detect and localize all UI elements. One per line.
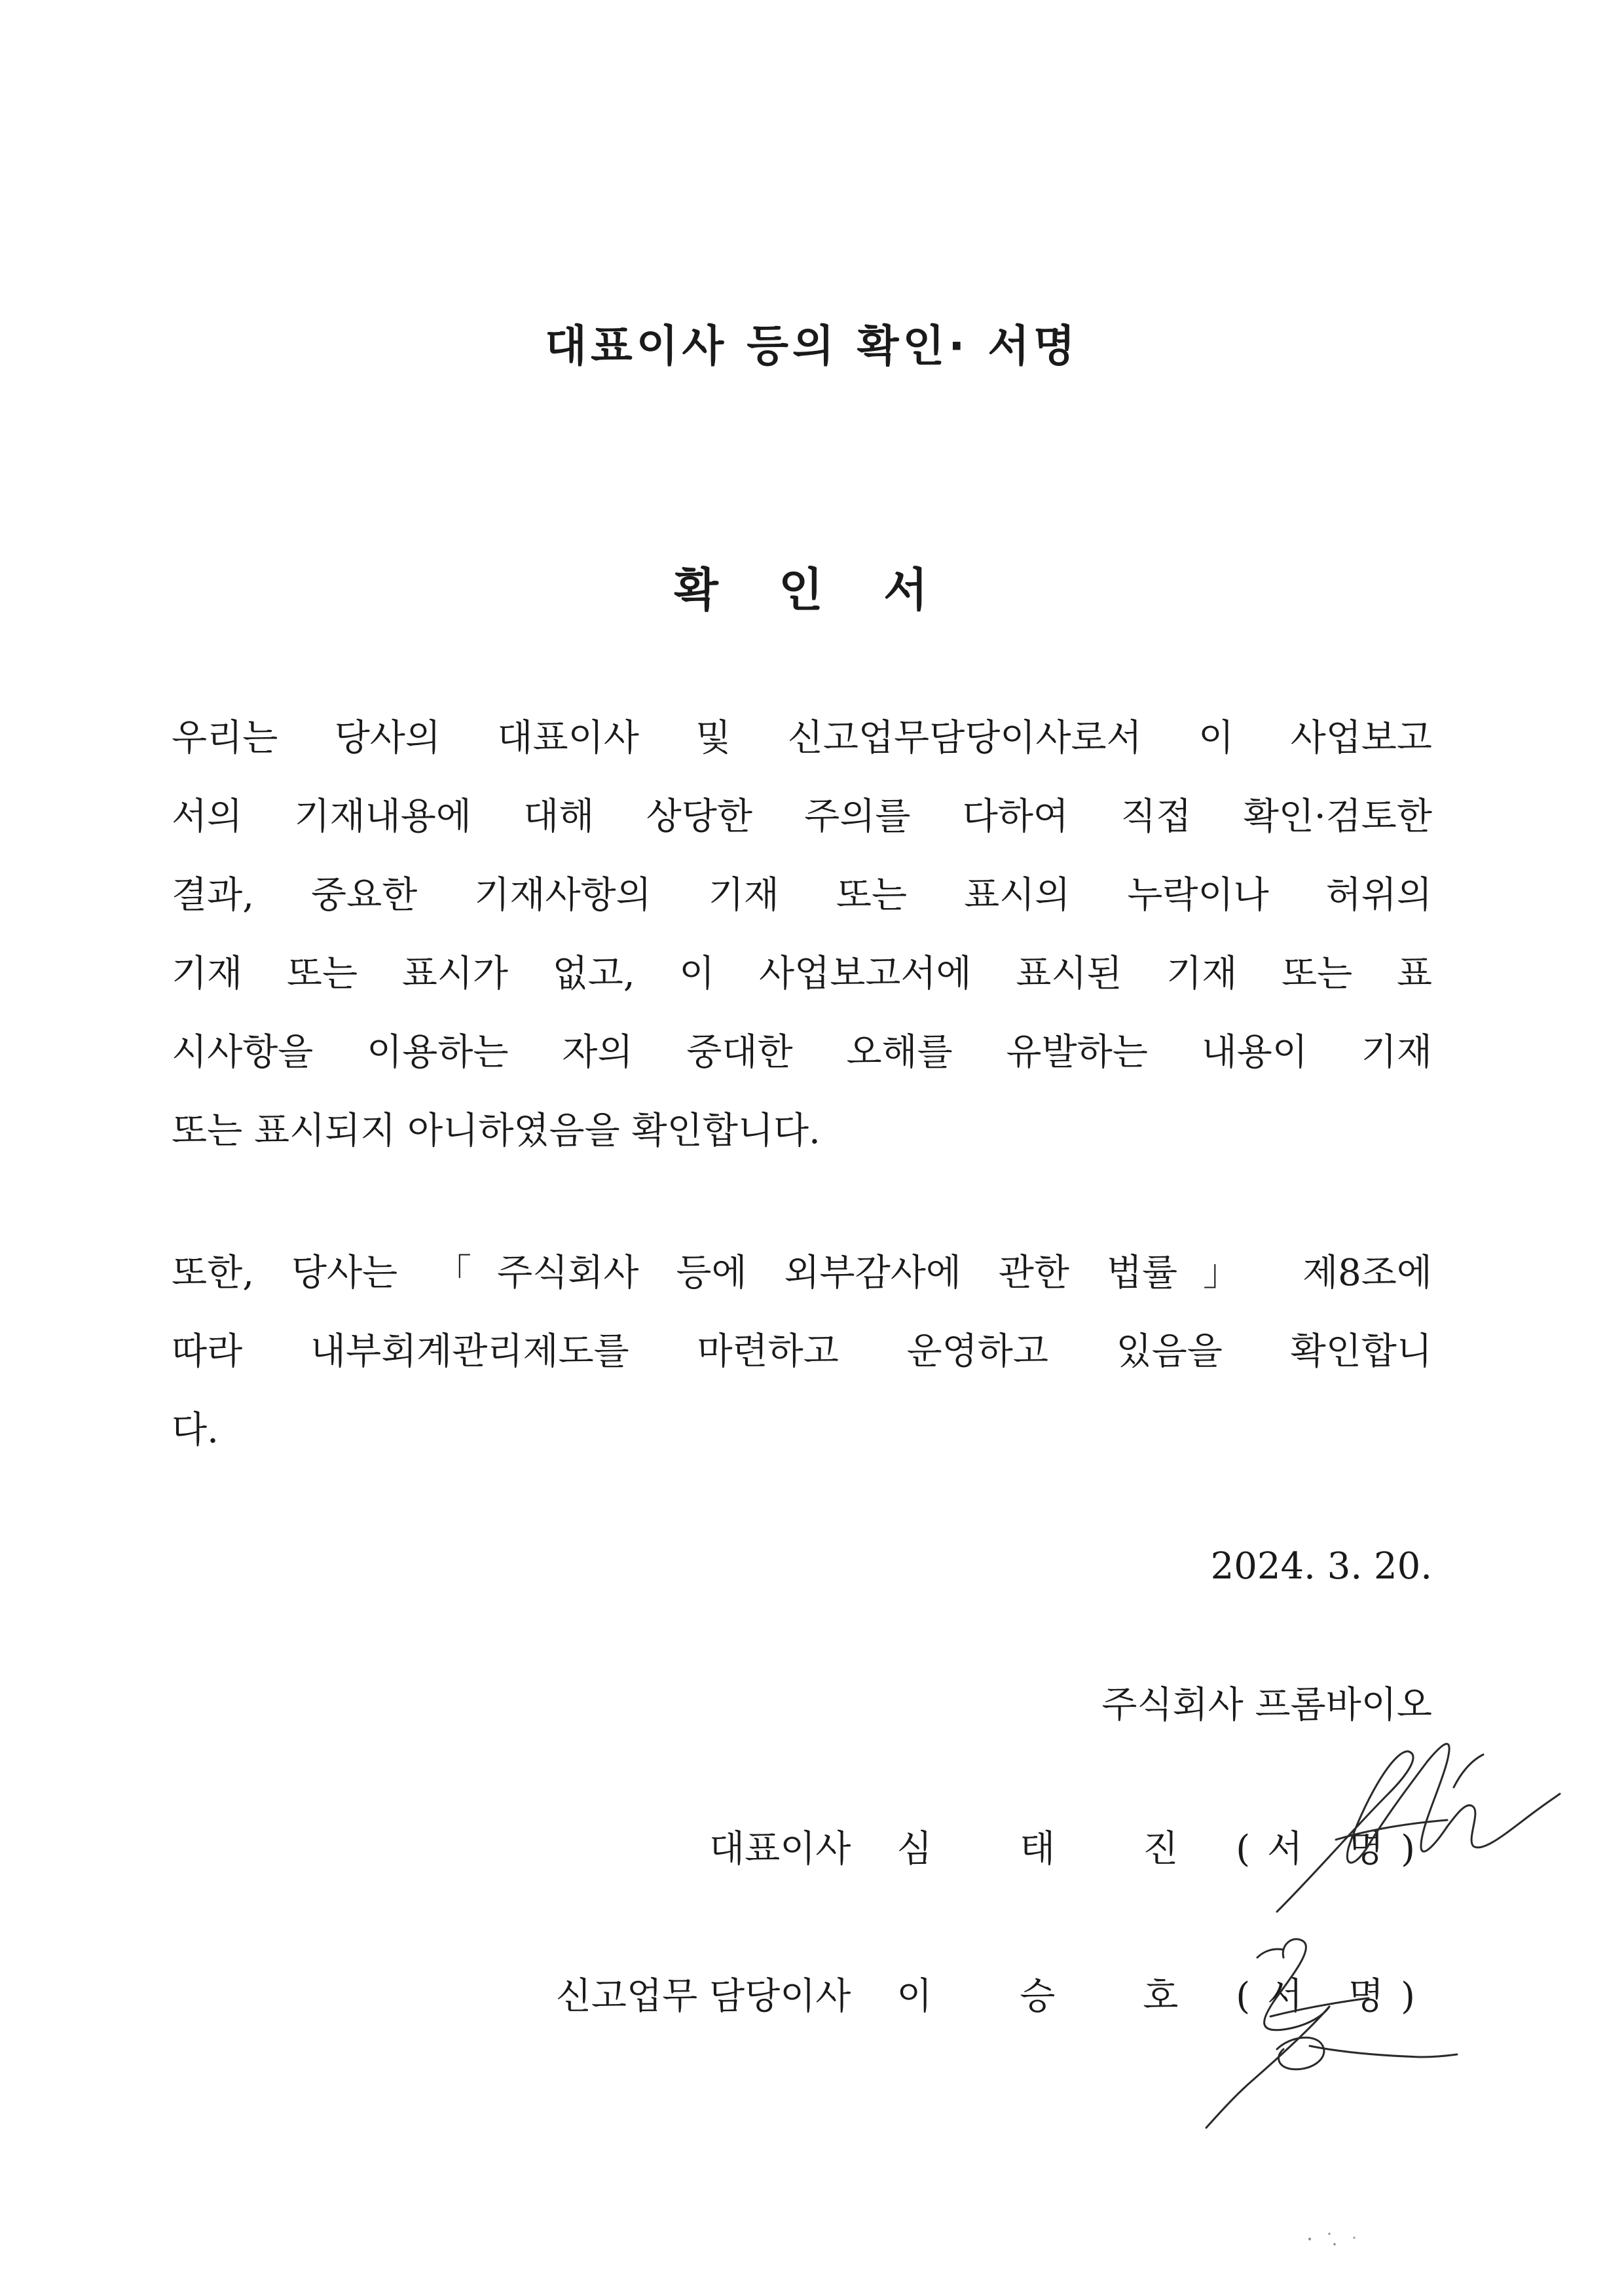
document-date: 2024. 3. 20. [1210, 1545, 1432, 1588]
company-name: 주식회사 프롬바이오 [1101, 1684, 1432, 1726]
main-heading: 대표이사 등의 확인· 서명 [545, 321, 1079, 371]
paragraph-line: 결과, 중요한 기재사항의 기재 또는 표시의 누락이나 허위의 [172, 874, 1432, 917]
paragraph-line: 서의 기재내용에 대해 상당한 주의를 다하여 직접 확인·검토한 [172, 795, 1432, 838]
handwritten-signature-director [1198, 1918, 1460, 2134]
signature-mark-label: (서 명) [1236, 1975, 1432, 2018]
signature-mark-label: (서 명) [1236, 1828, 1432, 1870]
paragraph-line: 따라 내부회계관리제도를 마련하고 운영하고 있음을 확인합니 [172, 1330, 1432, 1373]
signatory-name: 심 태 진 [896, 1828, 1217, 1870]
scan-artifact [1303, 2226, 1362, 2252]
confirmation-paragraph [172, 699, 1432, 1171]
signatory-name: 이 승 호 [896, 1975, 1217, 2018]
paragraph-line: 다. [172, 1409, 219, 1451]
paragraph-line: 또는 표시되지 아니하였음을 확인합니다. [172, 1110, 821, 1152]
sub-heading: 확 인 서 [674, 563, 950, 617]
paragraph-line: 또한, 당사는 「주식회사 등에 외부감사에 관한 법률」 제8조에 [172, 1252, 1432, 1294]
signatory-row-ceo [709, 1820, 1432, 1872]
signatory-row-reporting-director [556, 1967, 1432, 2020]
signatory-title: 대표이사 [709, 1828, 851, 1870]
signatory-title: 신고업무 담당이사 [555, 1975, 851, 2018]
internal-control-paragraph [172, 1234, 1432, 1470]
paragraph-line: 시사항을 이용하는 자의 중대한 오해를 유발하는 내용이 기재 [172, 1031, 1432, 1074]
paragraph-line: 기재 또는 표시가 없고, 이 사업보고서에 표시된 기재 또는 표 [172, 953, 1432, 995]
paragraph-line: 우리는 당사의 대표이사 및 신고업무담당이사로서 이 사업보고 [172, 717, 1432, 759]
